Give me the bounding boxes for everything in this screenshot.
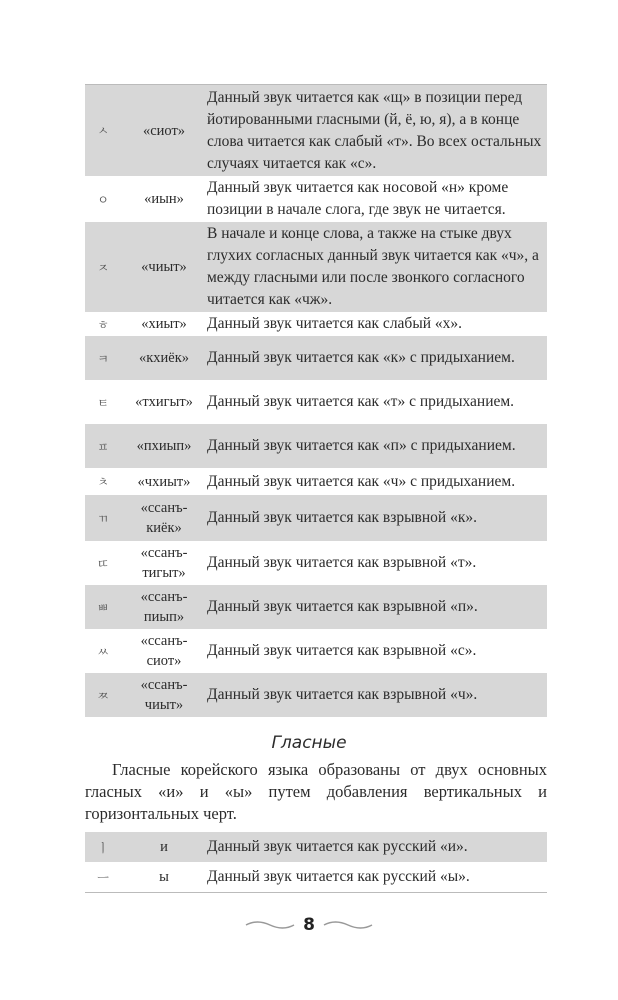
page-number: 8: [303, 915, 315, 935]
table-row: [85, 380, 547, 424]
cell-description: Данный звук читается как взрывной «ч».: [207, 686, 478, 703]
cell-letter: ㅣ: [97, 840, 109, 855]
cell-name: ы: [159, 869, 169, 885]
cell-letter: ㄸ: [97, 556, 109, 571]
cell-description: Данный звук читается как взрывной «т».: [207, 554, 477, 571]
cell-description: Данный звук читается как взрывной «п».: [207, 598, 478, 615]
cell-letter: ㅅ: [97, 124, 109, 138]
cell-letter: ㅎ: [97, 317, 109, 332]
cell-description: Данный звук читается как «п» с придыханием.: [207, 437, 516, 454]
table-row: [85, 424, 547, 468]
cell-name: «ссанъ- тигыт»: [140, 545, 188, 581]
cell-description: Данный звук читается как взрывной «с».: [207, 642, 477, 659]
cell-letter: ㄲ: [97, 511, 109, 526]
table-row: [85, 312, 547, 336]
vowels-heading: Гласные: [271, 733, 347, 753]
table-row: [85, 541, 547, 585]
cell-name: «иын»: [144, 191, 184, 207]
wave-ornament-right: [323, 919, 373, 931]
cell-name: «ссанъ- чиыт»: [140, 677, 188, 713]
table-row: [85, 176, 547, 222]
cell-name: «пхиып»: [136, 438, 192, 454]
cell-letter: ㅈ: [97, 260, 109, 275]
page-footer: [0, 915, 618, 935]
cell-description: Данный звук читается как взрывной «к».: [207, 509, 477, 526]
cell-name: «чхиыт»: [137, 473, 191, 490]
table-row: [85, 336, 547, 380]
table-row: [85, 85, 547, 176]
table-row: [85, 585, 547, 629]
cell-description: Данный звук читается как русский «ы».: [207, 868, 470, 885]
cell-name: «ссанъ- пиып»: [140, 589, 188, 625]
cell-name: «кхиёк»: [138, 350, 190, 366]
cell-letter: ㅃ: [97, 600, 109, 615]
table-row: [85, 495, 547, 541]
cell-letter: ㅡ: [97, 870, 109, 885]
cell-description: Данный звук читается как «ч» с придыханием.: [207, 472, 516, 490]
consonants-table: [85, 84, 547, 717]
cell-name: «ссанъ- сиот»: [140, 633, 188, 669]
table-row: [85, 468, 547, 495]
cell-letter: ㅇ: [97, 192, 109, 207]
cell-letter: ㅉ: [97, 688, 109, 703]
table-row: [85, 673, 547, 717]
cell-description: Данный звук читается как слабый «х».: [207, 315, 463, 332]
cell-description: В начале и конце слова, а также на стыке двух глухих согласных данный звук читается как «ч», а между гласными или после звонкого согласного читается как «чж».: [207, 225, 539, 308]
cell-letter: ㅊ: [97, 475, 109, 489]
cell-name: «ссанъ- киёк»: [140, 500, 188, 536]
table-row: [85, 862, 547, 892]
cell-description: Данный звук читается как «к» с придыханием.: [207, 349, 515, 366]
cell-name: «сиот»: [142, 122, 186, 139]
cell-letter: ㅍ: [97, 439, 109, 454]
table-row: [85, 629, 547, 673]
cell-description: Данный звук читается как русский «и».: [207, 838, 468, 855]
cell-letter: ㅌ: [97, 395, 109, 410]
table-row: [85, 222, 547, 312]
cell-name: «хиыт»: [141, 316, 187, 332]
cell-description: Данный звук читается как «т» с придыханием.: [207, 393, 515, 410]
vowels-intro: Гласные корейского языка образованы от двух основных гласных «и» и «ы» путем добавления вертикальных и горизонтальных черт.: [85, 760, 547, 823]
vowels-table: [85, 832, 547, 893]
cell-name: «чиыт»: [141, 259, 187, 275]
cell-letter: ㅋ: [97, 351, 109, 366]
cell-description: Данный звук читается как носовой «н» кроме позиции в начале слога, где звук не читается.: [207, 179, 509, 218]
table-row: [85, 832, 547, 862]
cell-name: «тхигыт»: [135, 394, 193, 410]
cell-letter: ㅆ: [97, 644, 109, 659]
cell-description: Данный звук читается как «щ» в позиции перед йотированными гласными (й, ё, ю, я), а в конце слова читается как слабый «т». Во всех остальных случаях читается как «с».: [207, 88, 542, 172]
cell-name: и: [160, 839, 168, 855]
wave-ornament-left: [245, 919, 295, 931]
